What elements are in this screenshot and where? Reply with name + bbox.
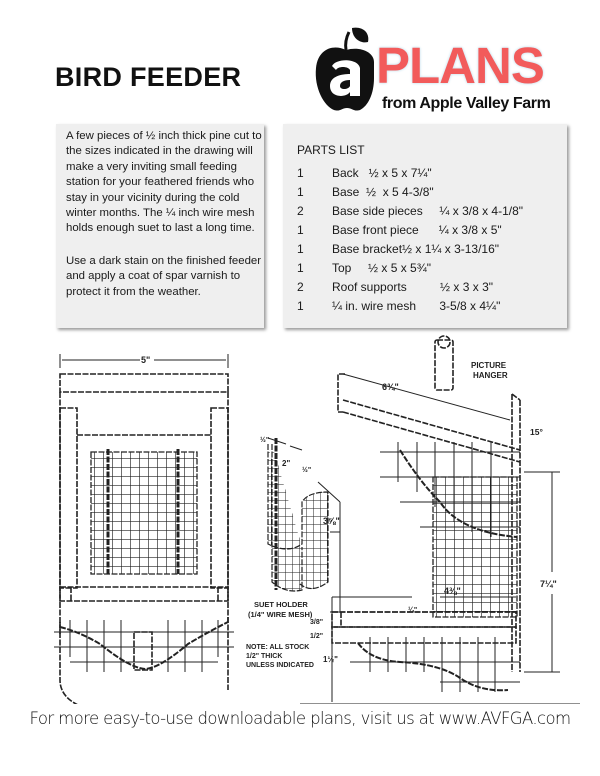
dim-angle: 15° (530, 427, 543, 437)
part-qty: 1 (297, 242, 304, 256)
dim-base-thick: 1/2" (310, 633, 324, 640)
parts-list-box (283, 124, 567, 328)
parts-list-heading: PARTS LIST (297, 143, 365, 157)
intro-paragraph: A few pieces of ½ inch thick pine cut to the sizes indicated in the drawing will make a very inviting small feeding station for your feathered friends who stay in your vicinity during the cold winter months. The ¼ inch wire mesh holds enough suet to last a long time. (66, 130, 262, 235)
brand-name: PLANS (376, 37, 544, 94)
side-view (300, 336, 580, 704)
part-qty: 1 (297, 299, 304, 313)
intro-box (56, 124, 264, 328)
brand-logo (312, 22, 574, 120)
suet-label-2: (1/4" WIRE MESH) (248, 610, 313, 619)
dim-suet-b: ½" (302, 467, 312, 474)
part-qty: 1 (297, 223, 304, 237)
footer-text: For more easy-to-use downloadable plans, visit us at www.AVFGA.com (29, 709, 571, 728)
part-desc: Top ½ x 5 x 5¾" (332, 261, 431, 275)
part-desc: Roof supports ½ x 3 x 3" (332, 280, 493, 294)
front-view (54, 354, 234, 704)
note-line-1: NOTE: ALL STOCK (246, 644, 310, 651)
intro-paragraph: Use a dark stain on the finished feeder and apply a coat of spar varnish to protect it from the weather. (66, 255, 262, 298)
dim-suet-height: 3⅝" (323, 516, 340, 526)
technical-drawing (40, 332, 580, 704)
part-desc: Base ½ x 5 4-3/8" (332, 185, 434, 199)
dim-base-inset: ¼" (408, 607, 418, 614)
dim-suet-a: ½" (260, 437, 270, 444)
dim-suet-top: 2" (282, 459, 291, 468)
dim-front-width: 5" (141, 355, 151, 365)
part-qty: 2 (297, 204, 304, 218)
note-line-2: 1/2" THICK (246, 653, 283, 660)
part-qty: 1 (297, 185, 304, 199)
part-qty: 1 (297, 166, 304, 180)
dim-note: 1½" (323, 655, 338, 664)
hanger-label-2: HANGER (473, 371, 508, 380)
part-desc: Base side pieces ¼ x 3/8 x 4-1/8" (332, 204, 524, 218)
dim-roof: 6¾" (382, 382, 399, 392)
part-desc: Base bracket½ x 1¼ x 3-13/16" (332, 242, 500, 256)
part-qty: 2 (297, 280, 304, 294)
part-desc: Base front piece ¼ x 3/8 x 5" (332, 223, 502, 237)
dim-height: 7¼" (540, 579, 557, 589)
part-desc: Back ½ x 5 x 7¼" (332, 166, 432, 180)
suet-label-1: SUET HOLDER (254, 600, 308, 609)
page-title: BIRD FEEDER (55, 62, 242, 92)
dim-base-side: 3/8" (310, 619, 324, 626)
brand-tagline: from Apple Valley Farm (382, 95, 551, 112)
dim-base: 4⅜" (444, 586, 461, 596)
note-line-3: UNLESS INDICATED (246, 662, 314, 669)
part-desc: ¼ in. wire mesh 3-5/8 x 4¼" (332, 299, 501, 313)
part-qty: 1 (297, 261, 304, 275)
hanger-label-1: PICTURE (471, 361, 507, 370)
apple-a-icon (312, 22, 382, 120)
